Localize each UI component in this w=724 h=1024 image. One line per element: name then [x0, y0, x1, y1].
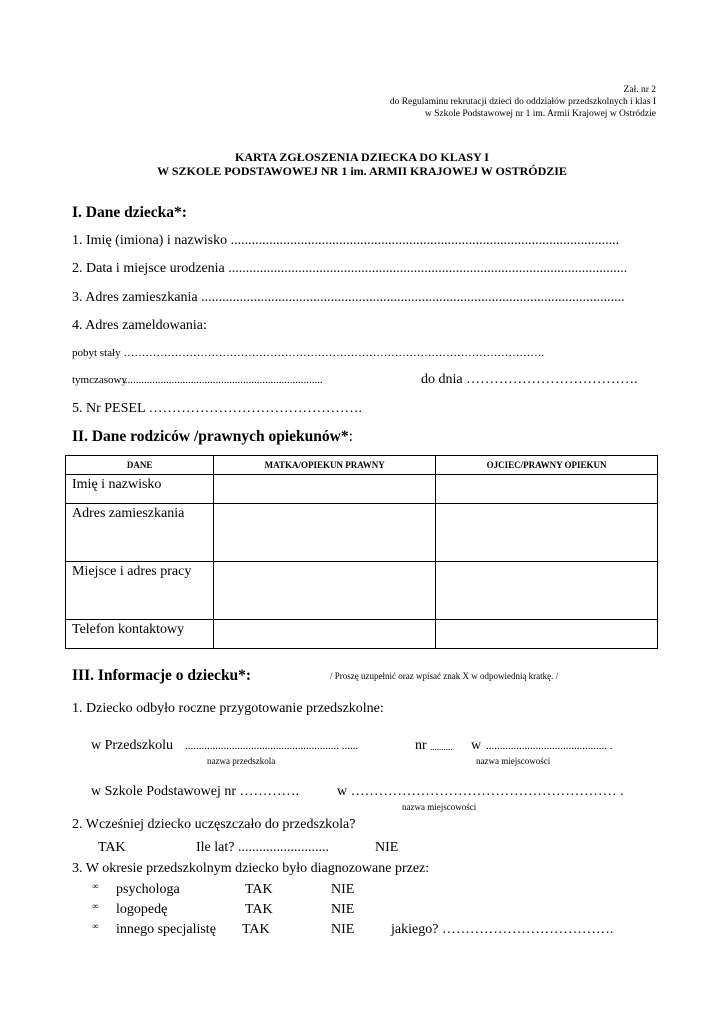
question-diagnosed: 3. W okresie przedszkolnym dziecko było diagnozowane przez: [72, 861, 430, 876]
table-header-father: OJCIEC/PRAWNY OPIEKUN [436, 456, 658, 475]
permanent-stay-field[interactable]: pobyt stały ……………………………………………………………………………………………………. [72, 347, 545, 359]
mother-phone-cell[interactable] [214, 620, 436, 649]
row-label-name: Imię i nazwisko [66, 475, 214, 504]
specialist-psychologist-label: psychologa [116, 882, 180, 897]
mother-workplace-cell[interactable] [214, 562, 436, 620]
school-reference: w Szkole Podstawowej nr 1 im. Armii Krajowej w Ostródzie [424, 109, 656, 119]
specialist-speech-therapist-label: logopedę [116, 902, 168, 917]
school-number-field[interactable]: w Szkole Podstawowej nr …………. [91, 784, 300, 799]
preschool-town-caption: nazwa miejscowości [476, 756, 551, 766]
attended-yes-option[interactable]: TAK [98, 840, 126, 855]
specialist-other-label: innego specjalistę [116, 922, 216, 937]
regulation-reference: do Regulaminu rekrutacji dzieci do oddziałów przedszkolnych i klas I [389, 97, 656, 107]
residence-address-field[interactable]: 3. Adres zamieszkania ......................................................................................................................... [72, 290, 625, 305]
mother-name-cell[interactable] [214, 475, 436, 504]
infinity-bullet-icon: ∞ [92, 881, 99, 891]
preschool-name-field[interactable]: ........................................................ ...... [185, 740, 359, 752]
table-header-data: DANE [66, 456, 214, 475]
infinity-bullet-icon: ∞ [92, 901, 99, 911]
father-workplace-cell[interactable] [436, 562, 658, 620]
question-attended-preschool: 2. Wcześniej dziecko uczęszczało do przedszkola? [72, 817, 356, 832]
document-subtitle: W SZKOLE PODSTAWOWEJ NR 1 im. ARMII KRAJOWEJ W OSTRÓDZIE [157, 164, 567, 178]
table-row [66, 475, 658, 504]
father-name-cell[interactable] [436, 475, 658, 504]
preschool-nr-label: nr [415, 738, 427, 753]
pesel-field[interactable]: 5. Nr PESEL ………………………………………. [72, 401, 362, 416]
preschool-label: w Przedszkolu [91, 738, 174, 753]
temporary-stay-label: tymczasowy [72, 374, 127, 386]
father-phone-cell[interactable] [436, 620, 658, 649]
preschool-town-field[interactable]: ............................................ . [486, 740, 613, 752]
row-label-workplace: Miejsce i adres pracy [66, 562, 214, 620]
registration-address-label: 4. Adres zameldowania: [72, 318, 207, 333]
section-child-info-heading: III. Informacje o dziecku*: [72, 667, 252, 684]
temporary-stay-field[interactable]: ......................................................................... [122, 374, 323, 386]
birth-date-place-field[interactable]: 2. Data i miejsce urodzenia .................................................................................................................. [72, 261, 628, 276]
section-child-data-heading: I. Dane dziecka*: [72, 204, 187, 221]
preschool-nr-field[interactable]: .......... [430, 742, 453, 752]
parents-table [65, 455, 658, 649]
speech-therapist-yes-option[interactable]: TAK [245, 902, 273, 917]
preschool-name-caption: nazwa przedszkola [207, 756, 276, 766]
mother-address-cell[interactable] [214, 504, 436, 562]
years-attended-field[interactable]: Ile lat? .......................... [196, 840, 329, 855]
row-label-phone: Telefon kontaktowy [66, 620, 214, 649]
school-town-field[interactable]: w ………………………………………………… . [337, 784, 624, 799]
section-parents-heading-text: II. Dane rodziców /prawnych opiekunów* [72, 428, 349, 445]
psychologist-yes-option[interactable]: TAK [245, 882, 273, 897]
attachment-number: Zał. nr 2 [623, 85, 656, 95]
row-label-address: Adres zamieszkania [66, 504, 214, 562]
father-address-cell[interactable] [436, 504, 658, 562]
table-row [66, 504, 658, 562]
infinity-bullet-icon: ∞ [92, 921, 99, 931]
question-preschool-prep: 1. Dziecko odbyło roczne przygotowanie przedszkolne: [72, 701, 384, 716]
other-specialist-no-option[interactable]: NIE [331, 922, 355, 937]
attended-no-option[interactable]: NIE [375, 840, 399, 855]
psychologist-no-option[interactable]: NIE [331, 882, 355, 897]
table-header-row [66, 456, 658, 475]
table-row [66, 562, 658, 620]
table-header-mother: MATKA/OPIEKUN PRAWNY [214, 456, 436, 475]
instruction-note: / Proszę uzupełnić oraz wpisać znak X w odpowiednią kratkę. / [330, 671, 559, 681]
other-specialist-yes-option[interactable]: TAK [242, 922, 270, 937]
speech-therapist-no-option[interactable]: NIE [331, 902, 355, 917]
school-town-caption: nazwa miejscowości [402, 802, 477, 812]
other-specialist-which-field[interactable]: jakiego? ………………………………. [391, 922, 614, 937]
until-date-field[interactable]: do dnia ………………………………. [421, 372, 638, 387]
section-parents-heading [72, 428, 353, 446]
section-parents-heading-colon: : [348, 428, 353, 445]
preschool-town-label: w [471, 738, 482, 753]
child-name-field[interactable]: 1. Imię (imiona) i nazwisko ............................................................................................................... [72, 233, 620, 248]
table-row [66, 620, 658, 649]
document-title: KARTA ZGŁOSZENIA DZIECKA DO KLASY I [235, 150, 489, 164]
